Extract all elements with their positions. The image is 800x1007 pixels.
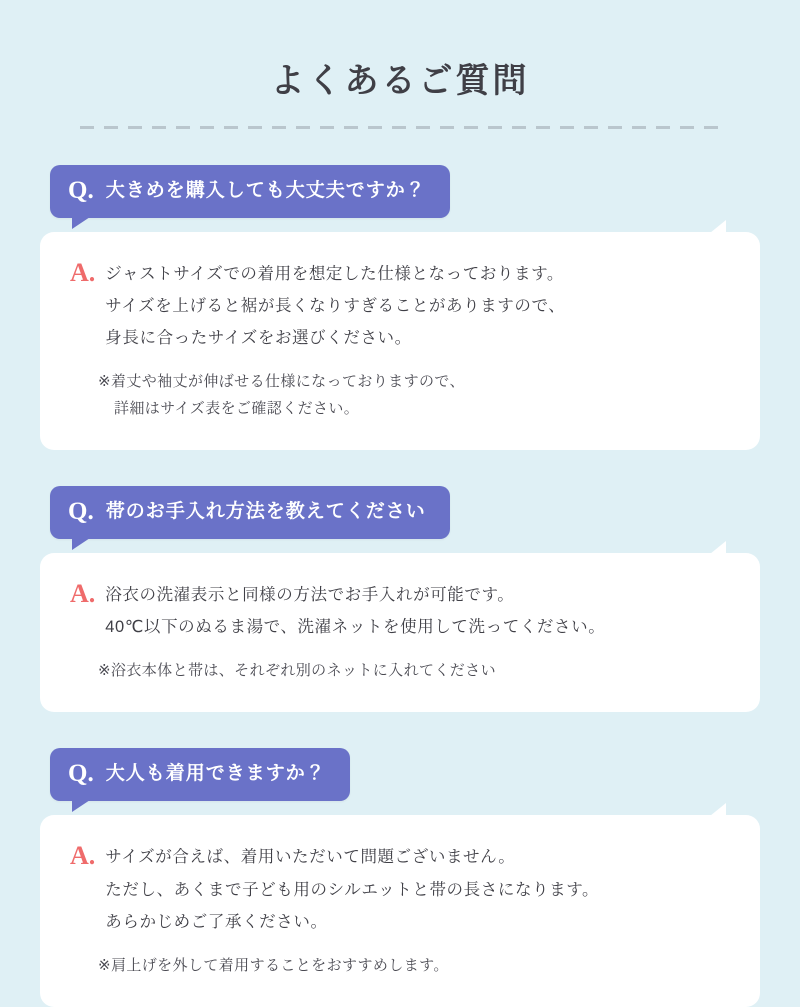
answer-notes bbox=[70, 368, 730, 422]
answer-notes bbox=[70, 657, 730, 684]
question-text: 帯のお手入れ方法を教えてください bbox=[105, 501, 426, 523]
question-row bbox=[40, 748, 760, 801]
question-text: 大人も着用できますか？ bbox=[105, 763, 326, 785]
page-title: よくあるご質問 bbox=[270, 61, 530, 100]
answer-line: 40℃以下のぬるま湯で、洗濯ネットを使用して洗ってください。 bbox=[105, 618, 606, 637]
answer-card bbox=[40, 553, 760, 712]
faq-list bbox=[40, 165, 760, 1007]
answer-line: ただし、あくまで子ども用のシルエットと帯の長さになります。 bbox=[105, 880, 600, 899]
faq-item bbox=[40, 486, 760, 712]
answer-lines bbox=[105, 841, 730, 938]
question-mark-label: Q. bbox=[68, 760, 94, 788]
note-line: ※浴衣本体と帯は、それぞれ別のネットに入れてください bbox=[98, 662, 496, 680]
question-bubble[interactable] bbox=[50, 486, 450, 539]
answer-line: 身長に合ったサイズをお選びください。 bbox=[105, 328, 412, 347]
faq-item bbox=[40, 165, 760, 451]
answer-body bbox=[70, 579, 730, 643]
answer-mark-label: A. bbox=[70, 841, 96, 871]
answer-notes bbox=[70, 952, 730, 979]
answer-line: サイズが合えば、着用いただいて問題ございません。 bbox=[105, 848, 516, 867]
question-bubble[interactable] bbox=[50, 165, 450, 218]
note-line: 詳細はサイズ表をご確認ください。 bbox=[114, 400, 360, 418]
answer-line: あらかじめご了承ください。 bbox=[105, 912, 328, 931]
answer-card bbox=[40, 232, 760, 451]
question-bubble[interactable] bbox=[50, 748, 350, 801]
answer-card bbox=[40, 815, 760, 1007]
question-row bbox=[40, 165, 760, 218]
answer-line: 浴衣の洗濯表示と同様の方法でお手入れが可能です。 bbox=[105, 586, 515, 605]
question-row bbox=[40, 486, 760, 539]
answer-mark-label: A. bbox=[70, 579, 96, 609]
faq-page bbox=[0, 23, 800, 983]
answer-line: サイズを上げると裾が長くなりすぎることがありますので、 bbox=[105, 296, 566, 315]
answer-lines bbox=[105, 579, 730, 643]
faq-item bbox=[40, 748, 760, 1007]
answer-body bbox=[70, 841, 730, 938]
question-mark-label: Q. bbox=[68, 498, 94, 526]
answer-mark-label: A. bbox=[70, 257, 96, 287]
answer-lines bbox=[105, 258, 730, 355]
note-line: ※着丈や袖丈が伸ばせる仕様になっておりますので、 bbox=[98, 373, 465, 391]
note-line: ※肩上げを外して着用することをおすすめします。 bbox=[98, 956, 449, 974]
answer-body bbox=[70, 258, 730, 355]
dashed-divider bbox=[80, 126, 720, 129]
answer-line: ジャストサイズでの着用を想定した仕様となっております。 bbox=[105, 264, 565, 283]
question-mark-label: Q. bbox=[68, 176, 94, 204]
question-text: 大きめを購入しても大丈夫ですか？ bbox=[105, 179, 426, 201]
